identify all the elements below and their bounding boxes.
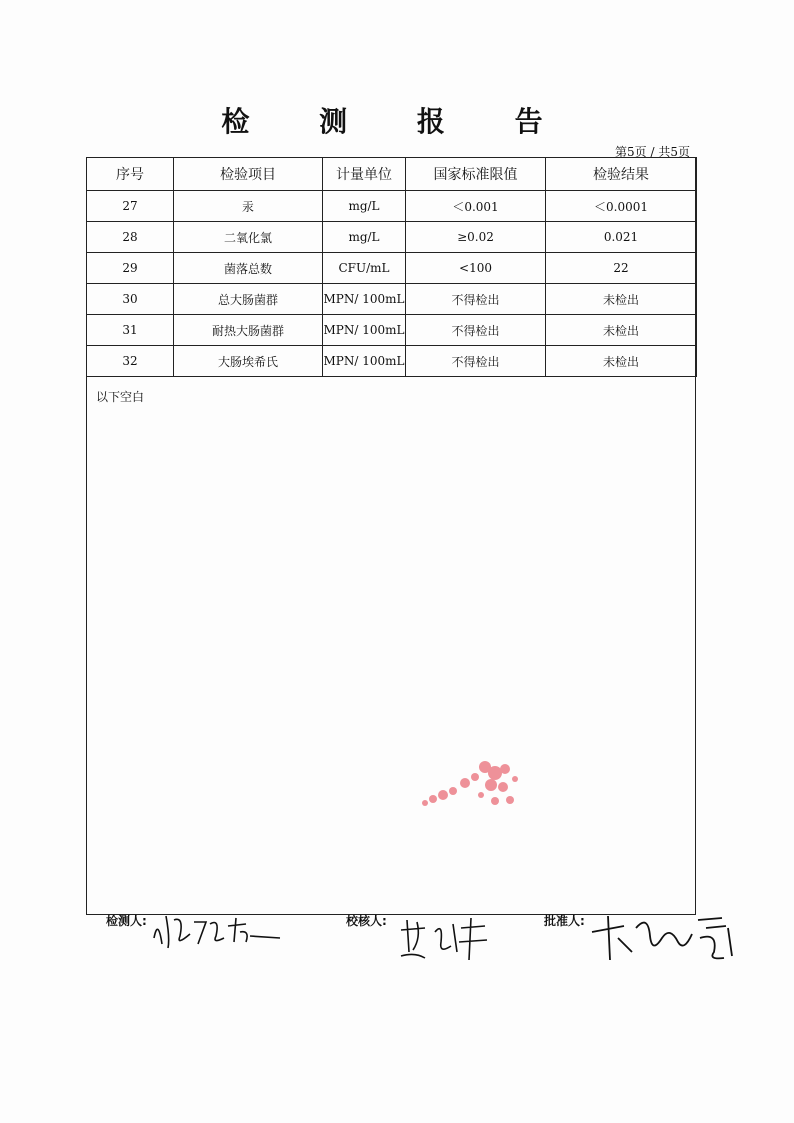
table-row: [87, 346, 697, 377]
row-limit: ≥0.02: [406, 222, 546, 253]
row-result: ＜0.0001: [546, 191, 697, 222]
row-item: 汞: [174, 191, 323, 222]
row-no: 30: [87, 284, 174, 315]
row-limit: <100: [406, 253, 546, 284]
row-result: 未检出: [546, 346, 697, 377]
row-unit: MPN/ 100mL: [323, 346, 406, 377]
table-row: [87, 315, 697, 346]
header-item: 检验项目: [174, 158, 323, 191]
table-row: [87, 253, 697, 284]
row-limit: ＜0.001: [406, 191, 546, 222]
row-unit: MPN/ 100mL: [323, 315, 406, 346]
header-limit: 国家标准限值: [406, 158, 546, 191]
row-unit: MPN/ 100mL: [323, 284, 406, 315]
row-result: 22: [546, 253, 697, 284]
row-unit: CFU/mL: [323, 253, 406, 284]
row-no: 31: [87, 315, 174, 346]
page-number: 第5页 / 共5页: [615, 145, 690, 159]
header-unit: 计量单位: [323, 158, 406, 191]
row-item: 菌落总数: [174, 253, 323, 284]
row-result: 未检出: [546, 284, 697, 315]
page-title: 检 测 报 告: [221, 105, 573, 138]
row-item: 二氧化氯: [174, 222, 323, 253]
tester-label: 检测人:: [106, 914, 147, 928]
row-result: 未检出: [546, 315, 697, 346]
approver-signature: [588, 908, 738, 966]
row-limit: 不得检出: [406, 284, 546, 315]
results-table: [86, 157, 697, 377]
table-row: [87, 222, 697, 253]
row-item: 大肠埃希氏: [174, 346, 323, 377]
table-header-row: [87, 158, 697, 191]
row-result: 0.021: [546, 222, 697, 253]
tester-signature: [150, 908, 290, 952]
header-result: 检验结果: [546, 158, 697, 191]
table-row: [87, 191, 697, 222]
row-limit: 不得检出: [406, 346, 546, 377]
row-item: 耐热大肠菌群: [174, 315, 323, 346]
row-no: 32: [87, 346, 174, 377]
header-no: 序号: [87, 158, 174, 191]
row-no: 28: [87, 222, 174, 253]
reviewer-signature: [395, 912, 495, 964]
stamp-mark: [415, 755, 525, 815]
reviewer-label: 校核人:: [346, 914, 387, 928]
row-no: 27: [87, 191, 174, 222]
row-no: 29: [87, 253, 174, 284]
table-row: [87, 284, 697, 315]
row-limit: 不得检出: [406, 315, 546, 346]
blank-below-note: 以下空白: [96, 390, 145, 404]
approver-label: 批准人:: [544, 914, 585, 928]
row-item: 总大肠菌群: [174, 284, 323, 315]
row-unit: mg/L: [323, 191, 406, 222]
row-unit: mg/L: [323, 222, 406, 253]
